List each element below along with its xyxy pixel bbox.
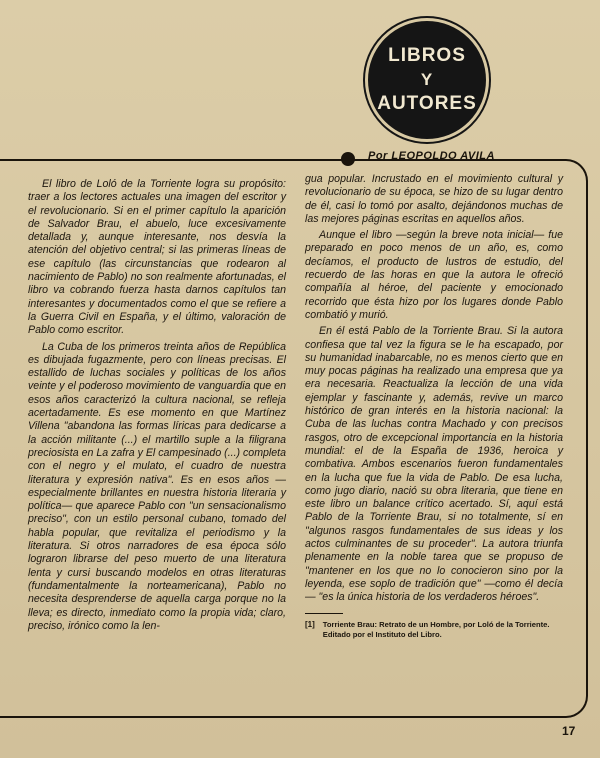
badge-line-1: LIBROS <box>388 45 466 66</box>
paragraph: El libro de Loló de la Torriente logra su propósito: traer a los lectores actuales una imagen del escritor y el revolucionario. Si en el primer capítulo la aparición de Salvador Brau, el abuelo, luce excesivamente detallada y, aunque interesante, nos desvía la atención del objetivo central; si las primeras líneas de ese capítulo (las circunstancias que rodearon al nacimiento de Pablo) no son realmente afortunadas, el libro va cobrando fuerza hasta darnos capítulos tan interesantes y documentados como el que se refiere a la Guerra Civil en España, y el último, valoración de Pablo como escritor. <box>28 178 286 337</box>
paragraph: Aunque el libro —según la breve nota inicial— fue preparado en poco menos de un año, es, como decíamos, el producto de lustros de estudio, del recuerdo de las horas en que la autora le ofreció compañía al héroe, del paciente y emocionado recorrido que ésta hizo por los lugares donde Pablo combatió y murió. <box>305 229 563 321</box>
footnote-rule <box>305 613 343 614</box>
paragraph: La Cuba de los primeros treinta años de República es dibujada fugazmente, pero con líneas precisas. El estallido de luchas sociales y políticas de los años veinte y el poderoso movimiento de vanguardia que en esos años caracterizó la cultura nacional, se refleja acertadamente. Es ese momento en que Martínez Villena "abandona las formas líricas para dedicarse a la acción militante (...) el martillo suple a la filigrana preciosista en La zafra y El campesinado (...) completa con el negro y el mulato, el cuadro de nuestra literatura y expresión nativa". Es en esos años —especialmente brillantes en nuestra historia literaria y política— que aparece Pablo con "un sensacionalismo preciso", con un estilo personal cubano, tomado del habla popular, que revitaliza el periodismo y la literatura. Si otros narradores de esa época sólo lograron librarse del peso muerto de una literatura lenta y cursi buscando modelos en otras literaturas (fundamentalmente la norteamericana), Pablo no necesita desprenderse de aquella carga porque no la lleva; es directo, inmediato como la propia vida; claro, preciso, irónico como la len- <box>28 340 286 632</box>
paragraph: En él está Pablo de la Torriente Brau. Si la autora confiesa que tal vez la figura se le ha escapado, por su humanidad inabarcable, no es menos cierto que en muy pocas páginas ha realizado una empresa que ya era necesaria. Reactualiza la lección de una vida ejemplar y fascinante y, además, revive un marco histórico de gran interés en la historia nacional: la Cuba de las luchas contra Machado y con precisos rasgos, otro de excepcional importancia en la historia mundial: el de la España de 1936, heroica y combativa. Ambos escenarios fueron fundamentales en la lucha que fue la vida de Pablo. De esa lucha, como jugo diario, nació su obra literaria, que tiene en este libro un balance crítico acertado. Sí, aquí está Pablo de la Torriente Brau, si no totalmente, sí en "algunos rasgos fundamentales de sus ideas y los actos culminantes de su proceder". La autora triunfa plenamente en la noble tarea que se propuso de "mantener en los que no lo conocieron sino por la leyenda, ese soplo de tradición que" —como él decía— "es la única historia de los verdaderos héroes". <box>305 325 563 604</box>
byline: Por LEOPOLDO AVILA <box>368 150 495 162</box>
article-column-left <box>28 178 286 636</box>
footnote-text: Torriente Brau: Retrato de un Hombre, por Loló de la Torriente. Editado por el Instituto del Libro. <box>322 619 550 639</box>
badge-line-2: Y <box>420 70 434 89</box>
footnote-mark: [1] <box>305 619 315 629</box>
page-number: 17 <box>562 724 576 738</box>
badge-line-3: AUTORES <box>377 93 477 114</box>
paragraph: gua popular. Incrustado en el movimiento cultural y revolucionario de su época, se hizo de su lugar dentro de él, casi lo tomó por asalto, dejándonos muchas de las mejores páginas escritas en aquellos años. <box>305 173 563 225</box>
article-column-right <box>305 173 563 640</box>
footnote <box>305 620 563 640</box>
section-badge <box>365 18 489 142</box>
